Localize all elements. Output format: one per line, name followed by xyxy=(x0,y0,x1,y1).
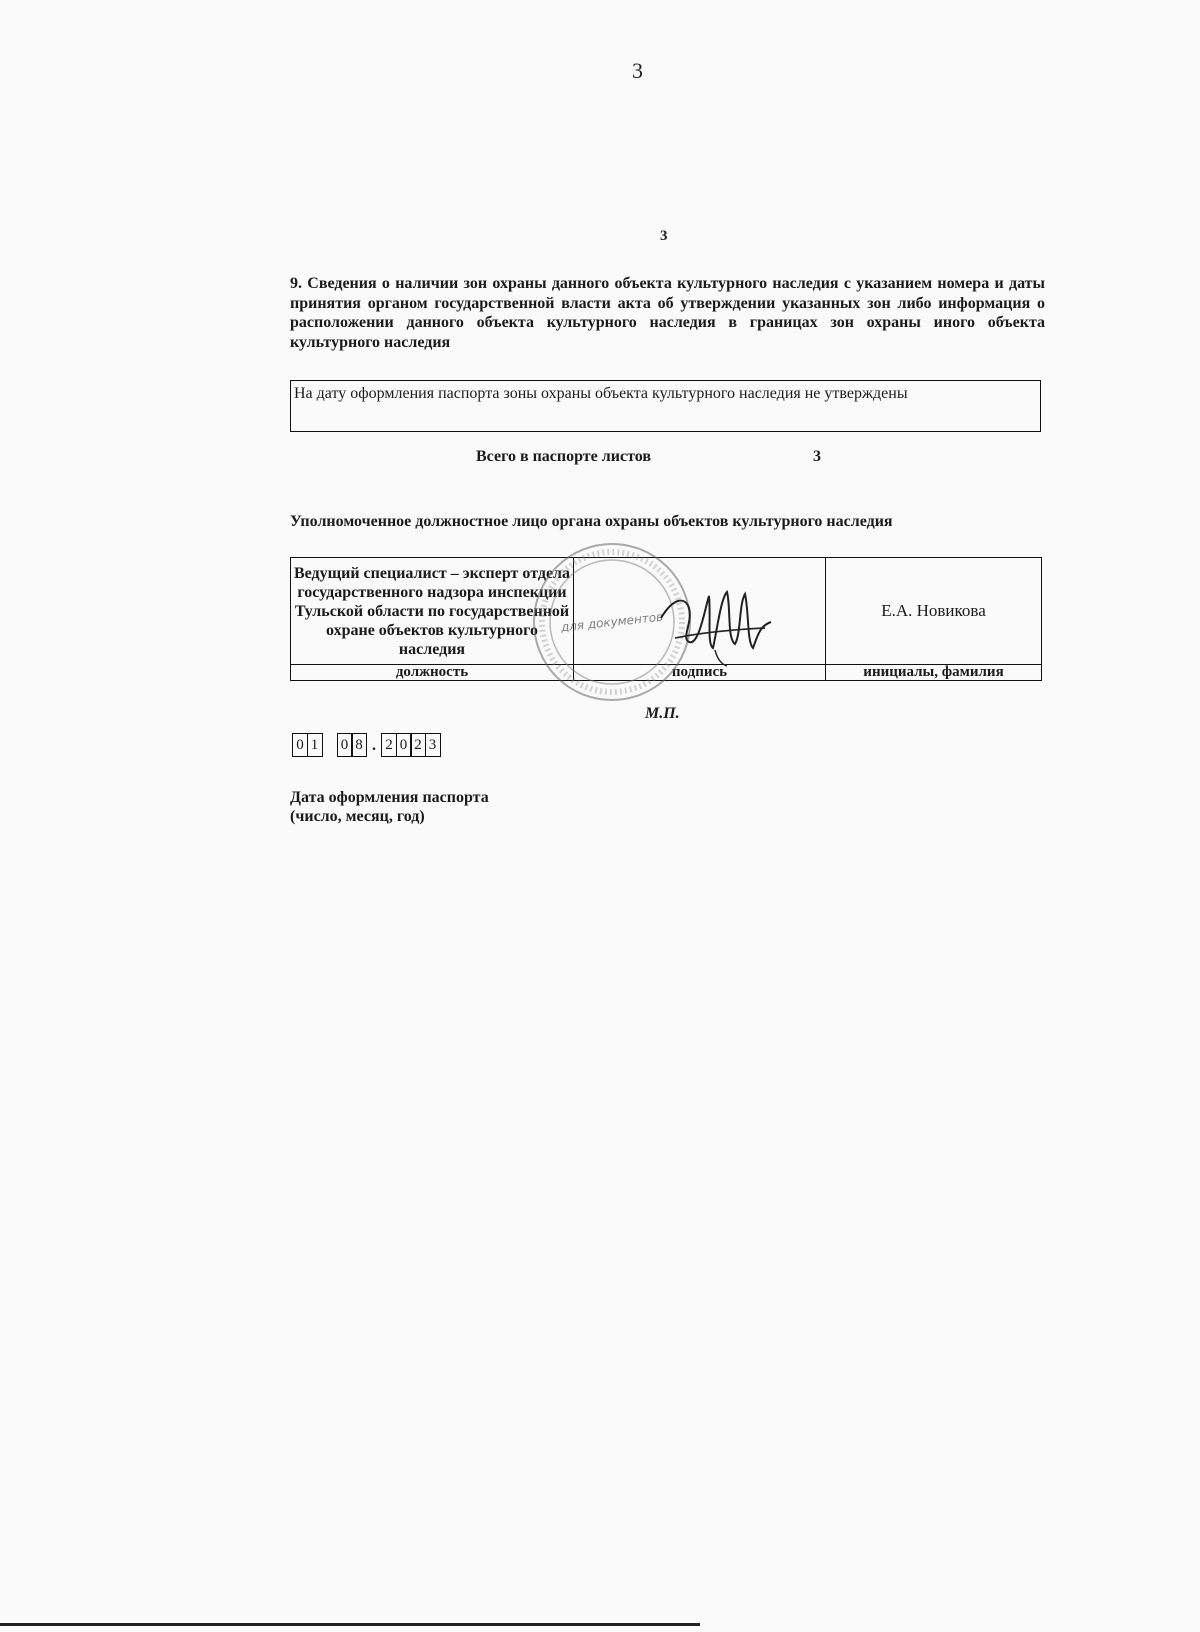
page-number-top: 3 xyxy=(632,58,643,83)
official-heading: Уполномоченное должностное лицо органа охраны объектов культурного наследия xyxy=(290,513,893,530)
date-caption xyxy=(290,788,489,826)
stamp-text: для документов xyxy=(560,609,664,635)
passport-date xyxy=(292,727,441,757)
date-day-digit-2: 1 xyxy=(307,733,323,757)
name-cell: Е.А. Новикова xyxy=(826,558,1042,665)
page-number-inner: 3 xyxy=(660,228,668,244)
date-month-digit-1: 0 xyxy=(337,733,353,757)
protection-zone-info-text: На дату оформления паспорта зоны охраны объекта культурного наследия не утверждены xyxy=(294,385,908,402)
sheets-count-label: Всего в паспорте листов xyxy=(476,448,651,465)
date-year-digit-3: 2 xyxy=(410,733,426,757)
section-9-heading: 9. Сведения о наличии зон охраны данного объекта культурного наследия с указанием номера и даты принятия органом государственной власти акта об утверждении указанных зон либо информация о расположении данного объекта культурного наследия в границах зон охраны иного объекта культурного наследия xyxy=(290,275,1045,351)
date-caption-line-2: (число, месяц, год) xyxy=(290,808,425,825)
handwritten-signature xyxy=(655,578,775,668)
position-cell: Ведущий специалист – эксперт отдела государственного надзора инспекции Тульской области по государственной охране объектов культурного наследия xyxy=(291,558,574,665)
date-day-digit-1: 0 xyxy=(292,733,308,757)
date-year-digit-4: 3 xyxy=(425,733,441,757)
caption-position: должность xyxy=(291,665,574,681)
date-year-digit-1: 2 xyxy=(381,733,397,757)
caption-signature: подпись xyxy=(574,665,826,681)
date-separator: . xyxy=(372,737,376,754)
caption-name: инициалы, фамилия xyxy=(826,665,1042,681)
sheets-count-value: 3 xyxy=(813,448,821,465)
date-caption-line-1: Дата оформления паспорта xyxy=(290,789,489,806)
seal-place-label: М.П. xyxy=(645,705,680,722)
date-year-digit-2: 0 xyxy=(396,733,412,757)
date-month-digit-2: 8 xyxy=(351,733,367,757)
scan-bottom-edge xyxy=(0,1623,700,1626)
protection-zone-info-box xyxy=(290,380,1041,432)
